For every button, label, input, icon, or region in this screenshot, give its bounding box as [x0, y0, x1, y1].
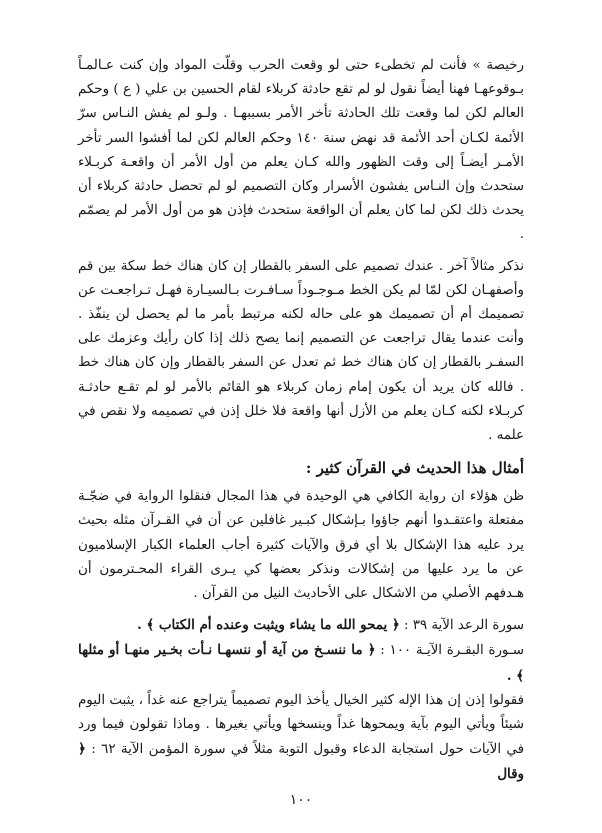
verse-2-text: ﴿ ما ننسـخ من آية أو ننسهـا نـأت بخـير منهـا أو مثلها ﴾ .	[78, 642, 524, 684]
paragraph-2: نذكر مثالاً آخر . عندك تصميم على السفر بالقطار إن كان هناك خط سكة بين قم وأصفهـان لكن لمّا لم يكن الخط مـوجـوداً سـافـرت بـالسيـارة فهـل تـراجعـت عن تصميمك أم أن تصميمك هو على حاله لكنه مرتبط بأمر ما لم يحصل لن ينفّذ . وأنت عندما يقال تراجعت عن التصميم إنما يصح ذلك إذا كان رأيك وعزمك على السفـر بالقطار إن كان هناك خط ثم تعدل عن السفر بالقطار وإن كان هناك خط . فالله كان يريد أن يكون إمام زمان كربلاء هو القائم بالأمر لو لم تقـع حادثـة كربـلاء لكنه كـان يعلم من الأزل أنها واقعة فلا خلل إذن في تصميمه ولا نقص في علمه .	[78, 258, 524, 444]
verse-1-reference: سورة الرعد الآية ٣٩ :	[399, 618, 524, 634]
verse-1-text: ﴿ يمحو الله ما يشاء ويثبت وعنده أم الكتاب ﴾ .	[137, 617, 400, 634]
paragraph-4	[78, 689, 524, 788]
page-number: ١٠٠	[289, 792, 313, 808]
verse-line-1	[78, 613, 524, 638]
verse-2-reference: سـورة البقـرة الآيـة ١٠٠ :	[375, 643, 524, 659]
paragraph-4-text: فقولوا إذن إن هذا الإله كثير الخيال يأخذ اليوم تصميماً يتراجع عنه غداً ، يثبت اليوم شيئاً ويأتي اليوم بآية ويمحوها غداً وينسخها ويأتي بغيرها . وماذا تقولون فيما ورد في الآيات حول استجابة الدعاء وقبول التوبة مثلاً في سورة المؤمن الآية ٦٢ :	[78, 692, 524, 758]
section-heading: أمثال هذا الحديث في القرآن كثير :	[305, 459, 524, 478]
verses-block	[78, 613, 524, 689]
verse-line-2	[78, 638, 524, 688]
page-body	[78, 54, 524, 788]
paragraph-1: رخيصة » فأنت لم تخطىء حتى لو وقعت الحرب وقلّت المواد وإن كنت عـالمـاً بـوقوعهـا فهنا أيضاً نقول لو لم تقع حادثة كربلاء لقام الحسين بن علي ( ع ) وحكم العالم لكن لما وقعت تلك الحادثة تأخر الأمر بسببهـا . ولـو لم يفش النـاس سرّ الأئمة لكـان أحد الأئمة قد نهض سنة ١٤٠ وحكم العالم لكن لما أفشوا السر تأخر الأمـر أيضـاً إلى وقت الظهور والله كـان يعلم من أول الأمر أن واقعـة كربـلاء ستحدث وإن النـاس يفشون الأسرار وكان التصميم لو لم تحصل حادثة كربلاء أن يحدث ذلك لكن لما كان يعلم أن الواقعة ستحدث فإذن هو من أول الأمر لم يصمّم .	[78, 58, 524, 243]
paragraph-3: ظن هؤلاء ان رواية الكافي هي الوحيدة في هذا المجال فنقلوا الرواية في ضجّـة مفتعلة واعتقـدوا أنهم جاؤوا بـإشكال كبـير غافلين عن أن في القـرآن مثله بحيث يرد عليه هذا الإشكال بلا أي فرق والآيات كثيرة أجاب العلماء الكبار الإسلاميون عن ما يرد عليها من إشكالات ونذكر بعضها كي يـرى القراء المحـترمون أن هـدفهم الأصلي من الاشكال على الأحاديث النيل من القرآن .	[78, 489, 524, 602]
paragraph-4-verse-start: ﴿ وقال	[78, 741, 524, 783]
